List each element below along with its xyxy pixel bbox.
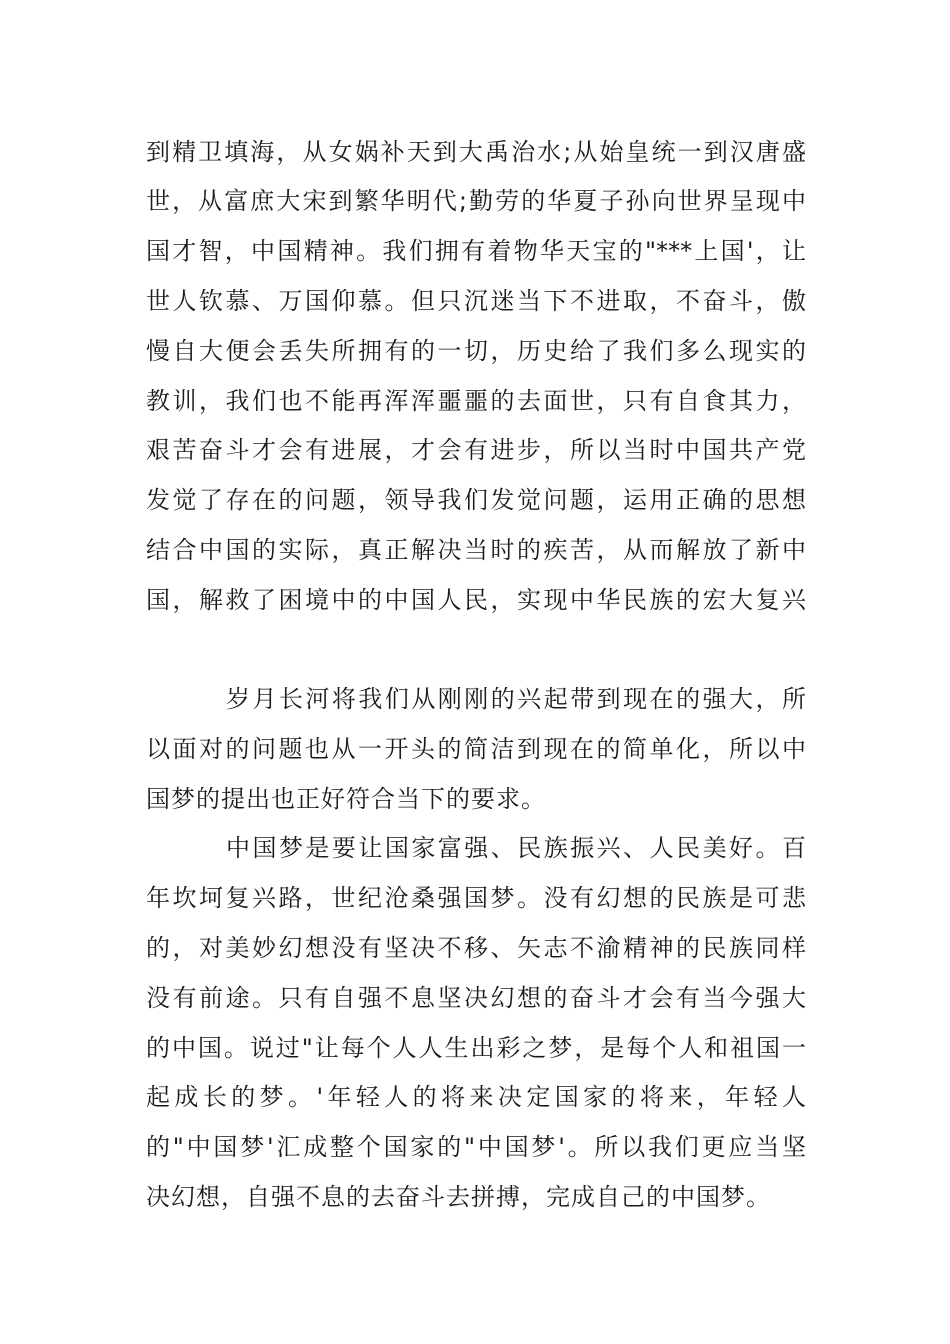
text-line: 到精卫填海，从女娲补天到大禹治水;从始皇统一到汉唐盛 <box>146 138 806 166</box>
text-line: 慢自大便会丢失所拥有的一切，历史给了我们多么现实的 <box>146 337 806 365</box>
text-line: 国，解救了困境中的中国人民，实现中华民族的宏大复兴 <box>146 586 806 614</box>
text-line: 岁月长河将我们从刚刚的兴起带到现在的强大，所 <box>226 685 806 713</box>
text-line: 没有前途。只有自强不息坚决幻想的奋斗才会有当今强大 <box>146 984 806 1012</box>
text-line: 世人钦慕、万国仰慕。但只沉迷当下不进取，不奋斗，傲 <box>146 287 806 315</box>
text-line: 国梦的提出也正好符合当下的要求。 <box>146 785 546 813</box>
text-line: 以面对的问题也从一开头的简洁到现在的简单化，所以中 <box>146 735 806 763</box>
text-line: 中国梦是要让国家富强、民族振兴、人民美好。百 <box>226 834 806 862</box>
text-line: 世，从富庶大宋到繁华明代;勤劳的华夏子孙向世界呈现中 <box>146 187 806 215</box>
text-line: 的"中国梦'汇成整个国家的"中国梦'。所以我们更应当坚 <box>146 1133 806 1161</box>
text-line: 的，对美妙幻想没有坚决不移、矢志不渝精神的民族同样 <box>146 934 806 962</box>
text-line: 国才智，中国精神。我们拥有着物华天宝的"***上国'，让 <box>146 237 806 265</box>
text-line: 艰苦奋斗才会有进展，才会有进步，所以当时中国共产党 <box>146 436 806 464</box>
text-line: 起成长的梦。'年轻人的将来决定国家的将来，年轻人 <box>146 1083 806 1111</box>
text-line: 教训，我们也不能再浑浑噩噩的去面世，只有自食其力， <box>146 387 806 415</box>
text-line: 的中国。说过"让每个人人生出彩之梦，是每个人和祖国一 <box>146 1034 806 1062</box>
text-line: 年坎坷复兴路，世纪沧桑强国梦。没有幻想的民族是可悲 <box>146 884 806 912</box>
text-line: 结合中国的实际，真正解决当时的疾苦，从而解放了新中 <box>146 536 806 564</box>
text-line: 发觉了存在的问题，领导我们发觉问题，运用正确的思想 <box>146 486 806 514</box>
text-line: 决幻想，自强不息的去奋斗去拼搏，完成自己的中国梦。 <box>146 1183 771 1211</box>
